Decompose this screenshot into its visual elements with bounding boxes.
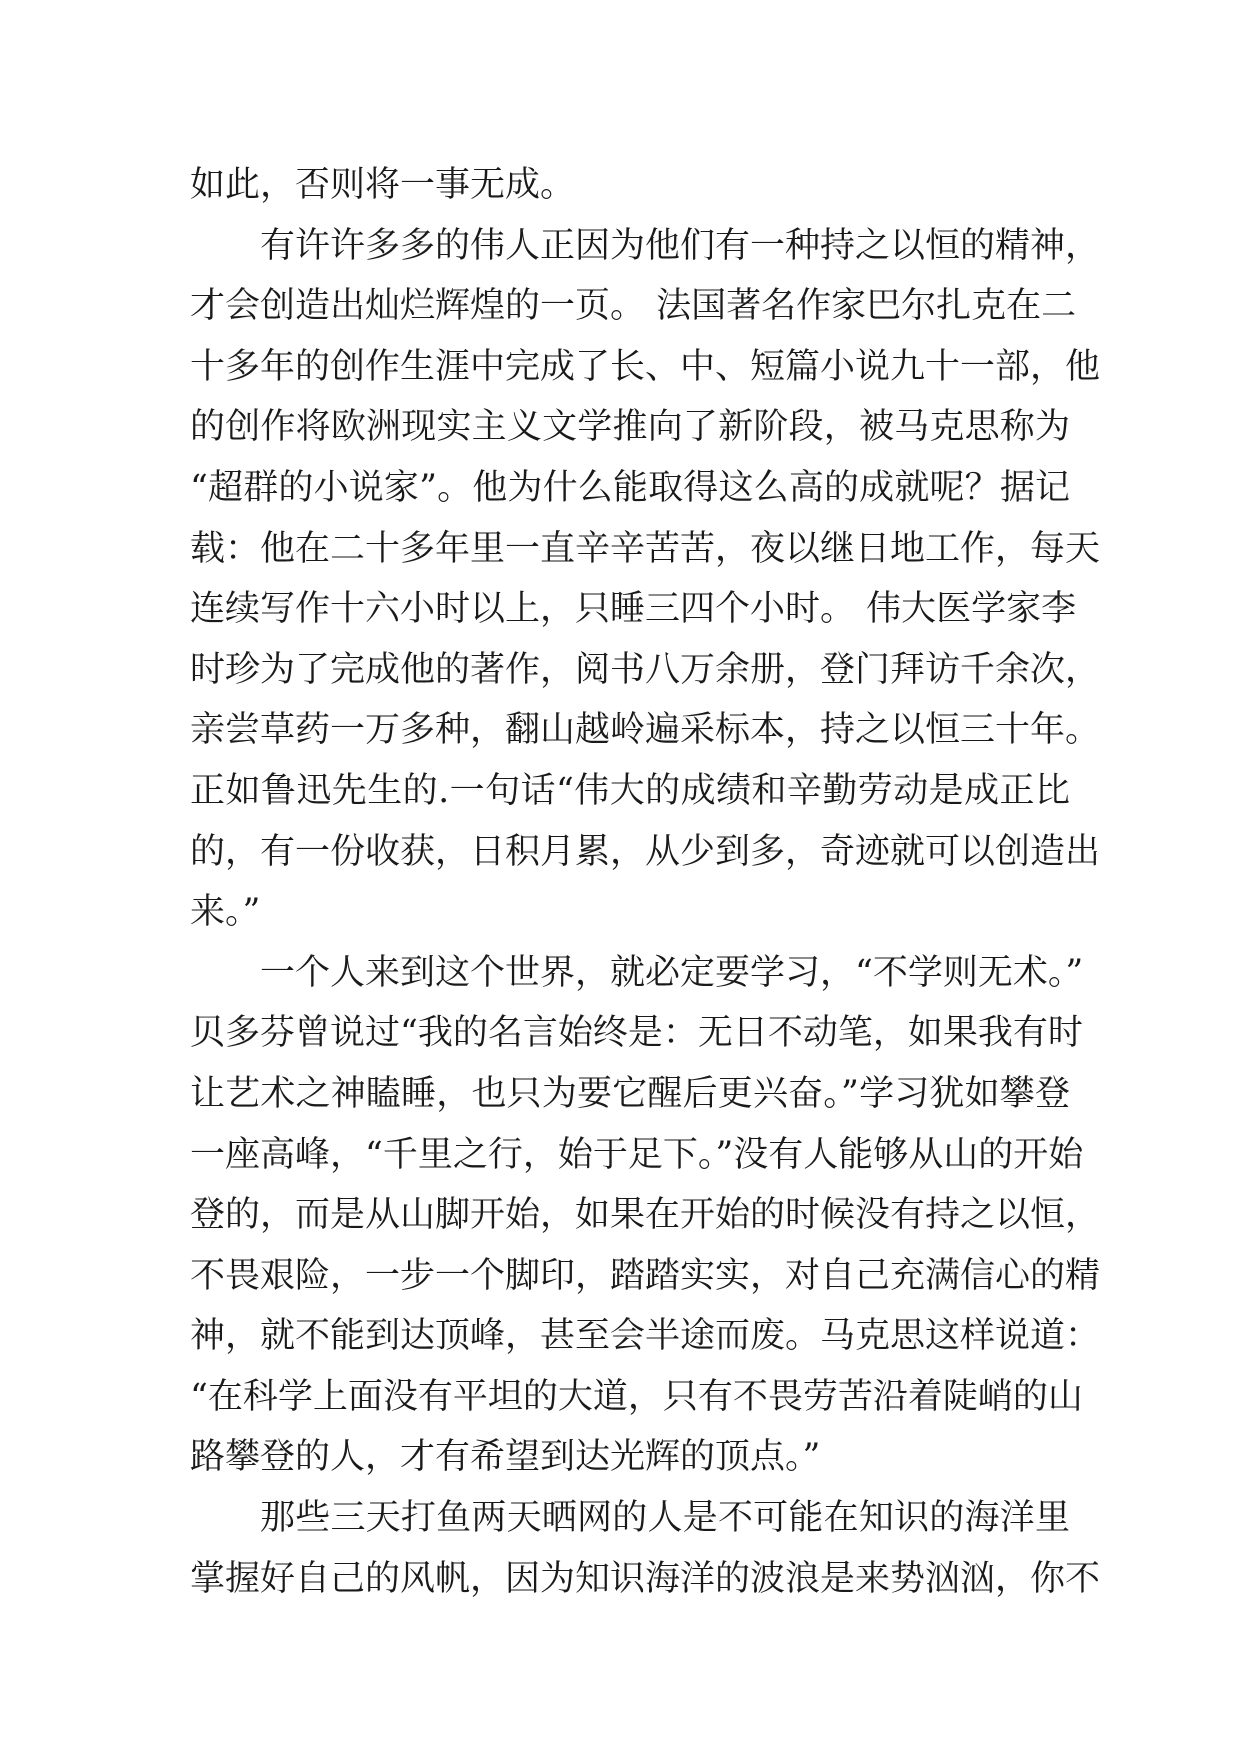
paragraph-first-line: 一个人来到这个世界，就必定要学习，“不学则无术。” — [260, 952, 1084, 993]
text-line: 一座高峰，“千里之行，始于足下。”没有人能够从山的开始 — [190, 1134, 1084, 1175]
text-line: 时珍为了完成他的著作，阅书八万余册，登门拜访千余次， — [190, 649, 1101, 690]
text-line: 十多年的创作生涯中完成了长、中、短篇小说九十一部，他 — [190, 346, 1101, 387]
text-line: 正如鲁迅先生的.一句话“伟大的成绩和辛勤劳动是成正比 — [190, 770, 1070, 811]
text-line: 的创作将欧洲现实主义文学推向了新阶段，被马克思称为 — [190, 407, 1070, 448]
text-line: 神，就不能到达顶峰，甚至会半途而废。马克思这样说道： — [190, 1316, 1101, 1357]
text-line: 贝多芬曾说过“我的名言始终是：无日不动笔，如果我有时 — [190, 1013, 1083, 1054]
text-line: 路攀登的人，才有希望到达光辉的顶点。” — [190, 1437, 821, 1478]
text-line: 载：他在二十多年里一直辛辛苦苦，夜以继日地工作，每天 — [190, 528, 1101, 569]
text-line: 不畏艰险，一步一个脚印，踏踏实实，对自己充满信心的精 — [190, 1255, 1101, 1296]
text-line: 让艺术之神瞌睡，也只为要它醒后更兴奋。”学习犹如攀登 — [190, 1073, 1070, 1114]
body-text — [190, 155, 1101, 1609]
text-line: “超群的小说家”。他为什么能取得这么高的成就呢？据记 — [190, 467, 1070, 508]
paragraph-first-line: 那些三天打鱼两天晒网的人是不可能在知识的海洋里 — [260, 1498, 1070, 1539]
text-line: “在科学上面没有平坦的大道，只有不畏劳苦沿着陡峭的山 — [190, 1376, 1083, 1417]
text-line: 来。” — [190, 892, 261, 933]
text-line: 登的，而是从山脚开始，如果在开始的时候没有持之以恒， — [190, 1195, 1101, 1236]
text-line: 如此，否则将一事无成。 — [190, 165, 576, 205]
text-line: 才会创造出灿烂辉煌的一页。 法国著名作家巴尔扎克在二 — [190, 286, 1077, 327]
text-line: 亲尝草药一万多种，翻山越岭遍采标本，持之以恒三十年。 — [190, 710, 1101, 751]
text-line: 的，有一份收获，日积月累，从少到多，奇迹就可以创造出 — [190, 831, 1101, 872]
text-line: 连续写作十六小时以上，只睡三四个小时。 伟大医学家李 — [190, 589, 1077, 630]
paragraph-first-line: 有许许多多的伟人正因为他们有一种持之以恒的精神， — [260, 225, 1101, 266]
text-line: 掌握好自己的风帆，因为知识海洋的波浪是来势汹汹，你不 — [190, 1558, 1101, 1599]
